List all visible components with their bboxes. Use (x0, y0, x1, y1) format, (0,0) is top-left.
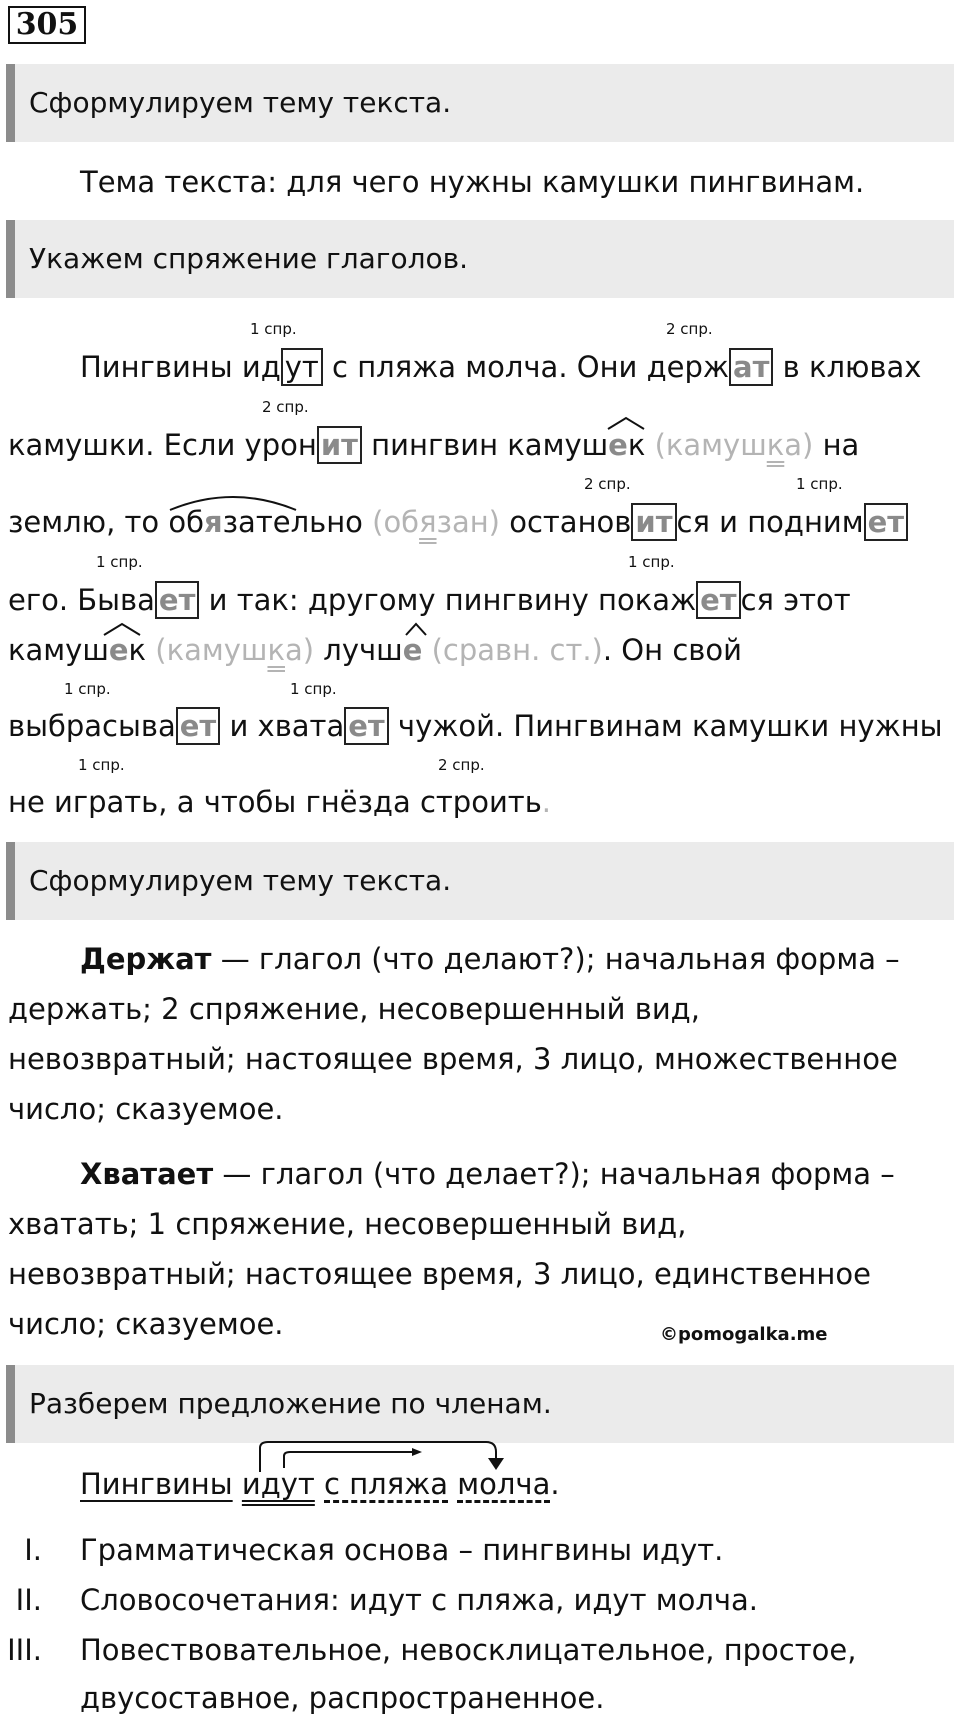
list-item: Грамматическая основа – пингвины идут. (80, 1533, 724, 1567)
conj-label: 1 спр. (628, 553, 675, 571)
morph-2-line-2: хватать; 1 спряжение, несовершенный вид, (8, 1207, 687, 1241)
list-number: III. (7, 1633, 42, 1667)
conj-label: 1 спр. (796, 475, 843, 493)
adverbial-word: с пляжа (324, 1467, 449, 1501)
ending-box: ет (176, 707, 220, 745)
list-number: II. (15, 1583, 42, 1617)
ending-box: ет (864, 503, 908, 541)
morph-word: Держат (80, 942, 212, 976)
morph-2-line-4: число; сказуемое. (8, 1307, 284, 1341)
morph-1-line-3: невозвратный; настоящее время, 3 лицо, множественное (8, 1042, 898, 1076)
task-number: 305 (8, 6, 86, 44)
ending-box: ат (729, 348, 773, 386)
copyright: ©pomogalka.me (660, 1324, 828, 1345)
section-header-conjugation: Укажем спряжение глаголов. (6, 220, 954, 298)
text-line-3: землю, то обязательно (обязан) останов ит ся и подним ет (8, 502, 908, 542)
text-line-2: камушки. Если урон ит пингвин камушек (камушка) на (8, 428, 860, 462)
conj-label: 1 спр. (96, 553, 143, 571)
conj-label: 1 спр. (290, 680, 337, 698)
list-item: Повествовательное, невосклицательное, простое, (80, 1633, 857, 1667)
ending-box: ет (344, 707, 388, 745)
list-item-continued: двусоставное, распространенное. (80, 1681, 605, 1715)
section-header-theme: Сформулируем тему текста. (6, 64, 954, 142)
adverbial-word: молча (457, 1467, 551, 1501)
theme-line: Тема текста: для чего нужны камушки пингвинам. (80, 165, 865, 199)
section-header-theme-2: Сформулируем тему текста. (6, 842, 954, 920)
list-number: I. (24, 1533, 42, 1567)
list-item: Словосочетания: идут с пляжа, идут молча. (80, 1583, 758, 1617)
morph-1-line-1: Держат — глагол (что делают?); начальная форма – (80, 942, 900, 976)
morph-1-line-4: число; сказуемое. (8, 1092, 284, 1126)
text-line-6: выбрасыва ет и хвата ет чужой. Пингвинам камушки нужны (8, 709, 943, 743)
conj-label: 2 спр. (666, 320, 713, 338)
ending-box: ит (317, 426, 362, 464)
text-line-7: не играть, а чтобы гнёзда строить. (8, 785, 551, 819)
conj-label: 2 спр. (438, 756, 485, 774)
conj-label: 1 спр. (78, 756, 125, 774)
morph-1-line-2: держать; 2 спряжение, несовершенный вид, (8, 992, 700, 1026)
morph-2-line-3: невозвратный; настоящее время, 3 лицо, единственное (8, 1257, 871, 1291)
ending-box: ит (631, 503, 676, 541)
conj-label: 2 спр. (262, 398, 309, 416)
parsed-sentence: Пингвины идут с пляжа молча. (80, 1467, 560, 1501)
text-line-4: его. Быва ет и так: другому пингвину покаж ет ся этот (8, 583, 851, 617)
ending-box: ут (281, 348, 323, 386)
morph-word: Хватает (80, 1157, 214, 1191)
ending-box: ет (155, 581, 199, 619)
text-line-1: Пингвины ид ут с пляжа молча. Они держ ат в клювах (80, 350, 922, 384)
section-header-parse: Разберем предложение по членам. (6, 1365, 954, 1443)
ending-box: ет (696, 581, 740, 619)
conj-label: 1 спр. (250, 320, 297, 338)
morph-2-line-1: Хватает — глагол (что делает?); начальная форма – (80, 1157, 895, 1191)
conj-label: 1 спр. (64, 680, 111, 698)
conj-label: 2 спр. (584, 475, 631, 493)
predicate-word: идут (241, 1467, 315, 1501)
text-line-5: камушек (камушка) лучше (сравн. ст.). Он свой (8, 633, 742, 667)
subject-word: Пингвины (80, 1467, 233, 1501)
